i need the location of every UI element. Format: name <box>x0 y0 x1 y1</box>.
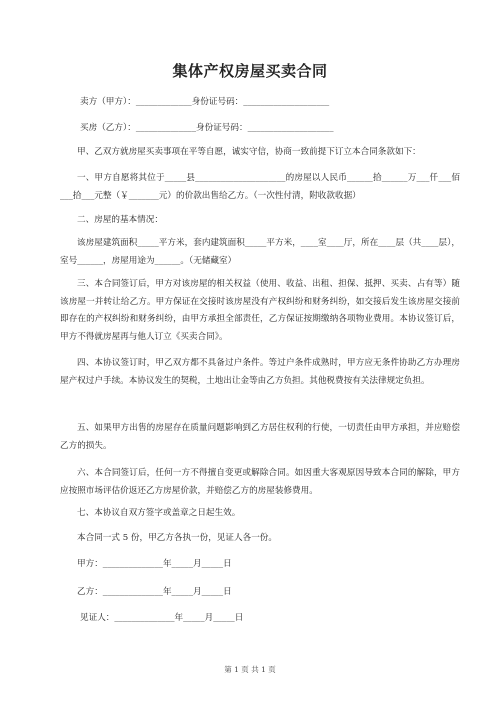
signature-party-a: 甲方：______________年_____月_____日 <box>77 559 232 569</box>
clause-6: 六、本合同签订后，任何一方不得擅自变更或解除合同。如因重大客观原因导致本合同的解除，甲方应按照市场评估价返还乙方房屋价款，并赔偿乙方的房屋装修费用。 <box>60 468 460 496</box>
intro-paragraph: 甲、乙双方就房屋买卖事项在平等自愿，诚实守信，协商一致前提下订立本合同条款如下： <box>77 147 421 157</box>
clause-5: 五、如果甲方出售的房屋存在质量问题影响到乙方居住权利的行使，一切责任由甲方承担，并应赔偿乙方的损失。 <box>60 423 460 451</box>
clause-7: 七、本协议自双方签字或盖章之日起生效。 <box>77 508 241 518</box>
document-title: 集体产权房屋买卖合同 <box>172 62 328 80</box>
clause-1: 一、甲方自愿将其位于_____县_____________________的房屋以人民币______拾______万___仟___佰___拾___元整（￥_______元）的价款出售给乙方。（一次性付清，附收款收据） <box>60 173 460 201</box>
seller-line: 卖方（甲方）：_____________身份证号码：____________________ <box>80 97 330 107</box>
buyer-line: 买房（乙方）：______________身份证号码：____________________ <box>80 123 334 133</box>
copies-note: 本合同一式 5 份，甲乙方各执一份，见证人各一份。 <box>77 533 277 543</box>
signature-witness: 见证人：______________年_____月_____日 <box>80 613 244 623</box>
clause-2-title: 二、房屋的基本情况： <box>77 215 163 225</box>
clause-2-body: 该房屋建筑面积_____平方米，套内建筑面积_____平方米，____室____厅，所在____层（共____层），室号______，房屋用途为______。（无储藏室） <box>60 238 460 266</box>
clause-3: 三、本合同签订后，甲方对该房屋的相关权益（使用、收益、出租、担保、抵押、买卖、占有等）随该房屋一并转让给乙方。甲方保证在交接时该房屋没有产权纠纷和财务纠纷，如交接后发生该房屋交接前即存在的产权纠纷和财务纠纷，由甲方承担全部责任，乙方保证按期缴纳各项物业费用。本协议签订后，甲方不得就房屋再与他人订立《买卖合同》。 <box>60 279 460 342</box>
signature-party-b: 乙方：______________年_____月_____日 <box>77 587 232 597</box>
page-footer: 第 1 页 共 1 页 <box>224 665 276 674</box>
clause-4: 四、本协议签订时，甲乙双方都不具备过户条件。等过户条件成熟时，甲方应无条件协助乙方办理房屋产权过户手续。本协议发生的契税，土地出让金等由乙方负担。其他税费按有关法律规定负担。 <box>60 358 460 386</box>
